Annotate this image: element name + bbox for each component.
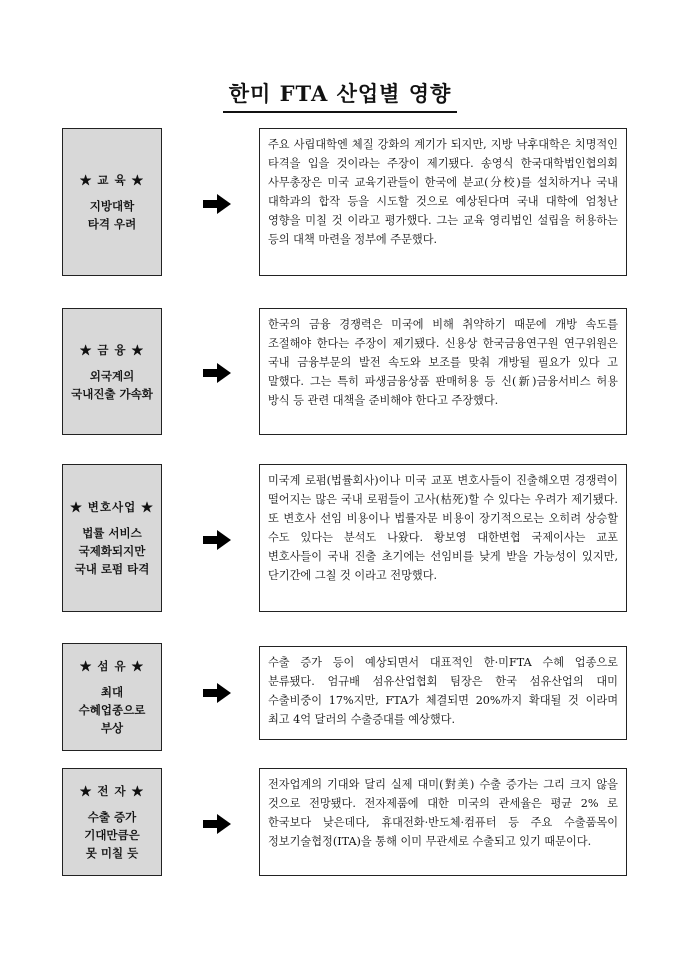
title-wrap	[0, 78, 680, 113]
section-subtitle: 외국계의 국내진출 가속화	[71, 368, 153, 401]
section-subtitle: 지방대학 타격 우려	[87, 199, 137, 231]
section-subtitle: 최대 수혜업종으로 부상	[78, 685, 146, 735]
section-content: 미국계 로펌(법률회사)이나 미국 교포 변호사들이 진출해오면 경쟁력이 떨어지는 많은 국내 로펌들이 고사(枯死)할 수 있다는 우려가 제기됐다. 또 변호사 선임 비용이나 법률자문 비용이 장기적으로는 오히려 상승할 수도 있다는 분석도 나왔다. 황보영 대한변협 국제이사는 교포 변호사들이 국내 진출 초기에는 선임비를 낮게 받을 가능성이 있지만, 단기간에 그칠 것 이라고 전망했다.	[259, 464, 627, 612]
section-content: 수출 증가 등이 예상되면서 대표적인 한·미FTA 수혜 업종으로 분류됐다. 엄규배 섬유산업협회 팀장은 한국 섬유산업의 대미 수출비중이 17%지만, FTA가 체결되면 20%까지 확대될 것 이라며 최고 4억 달러의 수출증대를 예상했다.	[259, 646, 627, 740]
section-heading: ★ 전 자 ★	[79, 784, 145, 798]
section-heading: ★ 섬 유 ★	[79, 659, 145, 673]
right-arrow-icon	[203, 194, 231, 214]
section-content: 한국의 금융 경쟁력은 미국에 비해 취약하기 때문에 개방 속도를 조절해야 한다는 주장이 제기됐다. 신용상 한국금융연구원 연구위원은 국내 금융부문의 발전 속도와 보조를 맞춰 개방될 필요가 있다 고 말했다. 그는 특히 파생금융상품 판매허용 등 신(新)금융서비스 허용 방식 등 관련 대책을 준비해야 한다고 주장했다.	[259, 308, 627, 435]
section-label-box	[62, 768, 162, 876]
section-label-box	[62, 643, 162, 751]
right-arrow-icon	[203, 683, 231, 703]
section-content: 주요 사립대학엔 체질 강화의 계기가 되지만, 지방 낙후대학은 치명적인 타격을 입을 것이라는 주장이 제기됐다. 송영식 한국대학법인협의회 사무총장은 미국 교육기관들이 한국에 분교(分校)를 설치하거나 국내 대학과의 합작 등을 시도할 것으로 예상된다며 국내 대학에 엄청난 영향을 미칠 것 이라고 평가했다. 그는 교육 영리법인 설립을 허용하는 등의 대책 마련을 정부에 주문했다.	[259, 128, 627, 276]
right-arrow-icon	[203, 530, 231, 550]
right-arrow-icon	[203, 814, 231, 834]
right-arrow-icon	[203, 363, 231, 383]
section-label-box	[62, 128, 162, 276]
section-content: 전자업계의 기대와 달리 실제 대미(對美) 수출 증가는 그리 크지 않을 것으로 전망됐다. 전자제품에 대한 미국의 관세율은 평균 2% 로 한국보다 낮은데다, 휴대전화·반도체·컴퓨터 등 주요 수출품목이 정보기술협정(ITA)을 통해 이미 무관세로 수출되고 있기 때문이다.	[259, 768, 627, 876]
section-heading: ★ 금 융 ★	[79, 342, 145, 357]
section-label-box	[62, 308, 162, 435]
section-subtitle: 법률 서비스 국제화되지만 국내 로펌 타격	[74, 526, 150, 576]
section-label-box	[62, 464, 162, 612]
section-heading: ★ 변호사업 ★	[70, 500, 154, 514]
section-heading: ★ 교 육 ★	[79, 173, 145, 187]
page-title: 한미 FTA 산업별 영향	[223, 78, 458, 113]
section-subtitle: 수출 증가 기대만큼은 못 미칠 듯	[84, 810, 140, 860]
